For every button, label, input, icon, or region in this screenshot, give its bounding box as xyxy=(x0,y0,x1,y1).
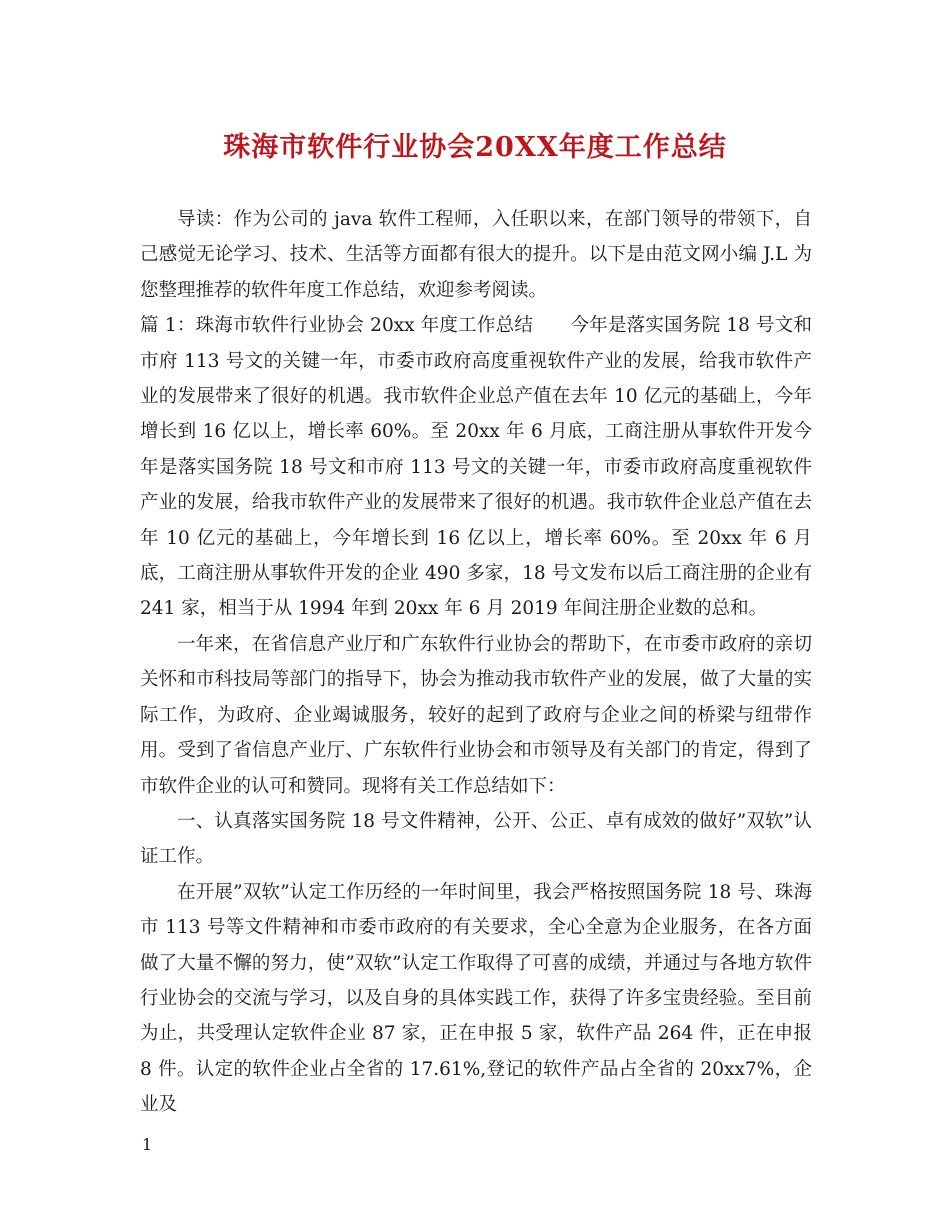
paragraph-part-1: 篇 1：珠海市软件行业协会 20xx 年度工作总结 今年是落实国务院 18 号文和市府 113 号文的关键一年，市委市政府高度重视软件产业的发展，给我市软件产业的发展带来了很好的机遇。我市软件企业总产值在去年 10 亿元的基础上，今年增长到 16 亿以上，增长率 60%。至 20xx 年 6 月底，工商注册从事软件开发今年是落实国务院 18 号文和市府 113 号文的关键一年，市委市政府高度重视软件产业的发展，给我市软件产业的发展带来了很好的机遇。我市软件企业总产值在去年 10 亿元的基础上，今年增长到 16 亿以上，增长率 60%。至 20xx 年 6 月底，工商注册从事软件开发的企业 490 多家，18 号文发布以后工商注册的企业有 241 家，相当于从 1994 年到 20xx 年 6 月 2019 年间注册企业数的总和。 xyxy=(140,315,812,620)
document-title: 珠海市软件行业协会20XX年度工作总结 xyxy=(223,132,727,163)
paragraph-overview: 一年来，在省信息产业厅和广东软件行业协会的帮助下，在市委市政府的亲切关怀和市科技局等部门的指导下，协会为推动我市软件产业的发展，做了大量的实际工作，为政府、企业竭诚服务，较好的起到了政府与企业之间的桥梁与纽带作用。受到了省信息产业厅、广东软件行业协会和市领导及有关部门的肯定，得到了市软件企业的认可和赞同。现将有关工作总结如下： xyxy=(140,633,812,797)
paragraph-section-1: 在开展”双软”认定工作历经的一年时间里，我会严格按照国务院 18 号、珠海市 113 号等文件精神和市委市政府的有关要求，全心全意为企业服务，在各方面做了大量不懈的努力，使”双软”认定工作取得了可喜的成绩，并通过与各地方软件行业协会的交流与学习，以及自身的具体实践工作，获得了许多宝贵经验。至目前为止，共受理认定软件企业 87 家，正在申报 5 家，软件产品 264 件，正在申报 8 件。认定的软件企业占全省的 17.61%,登记的软件产品占全省的 20xx7%，企业及 xyxy=(140,881,812,1116)
paragraph-intro: 导读：作为公司的 java 软件工程师，入任职以来，在部门领导的带领下，自己感觉无论学习、技术、生活等方面都有很大的提升。以下是由范文网小编 J.L 为您整理推荐的软件年度工作总结，欢迎参考阅读。 xyxy=(140,209,812,301)
document-body xyxy=(140,202,812,1123)
page-number: 1 xyxy=(142,1135,153,1154)
section-heading-1: 一、认真落实国务院 18 号文件精神，公开、公正、卓有成效的做好”双软”认证工作。 xyxy=(140,810,812,868)
